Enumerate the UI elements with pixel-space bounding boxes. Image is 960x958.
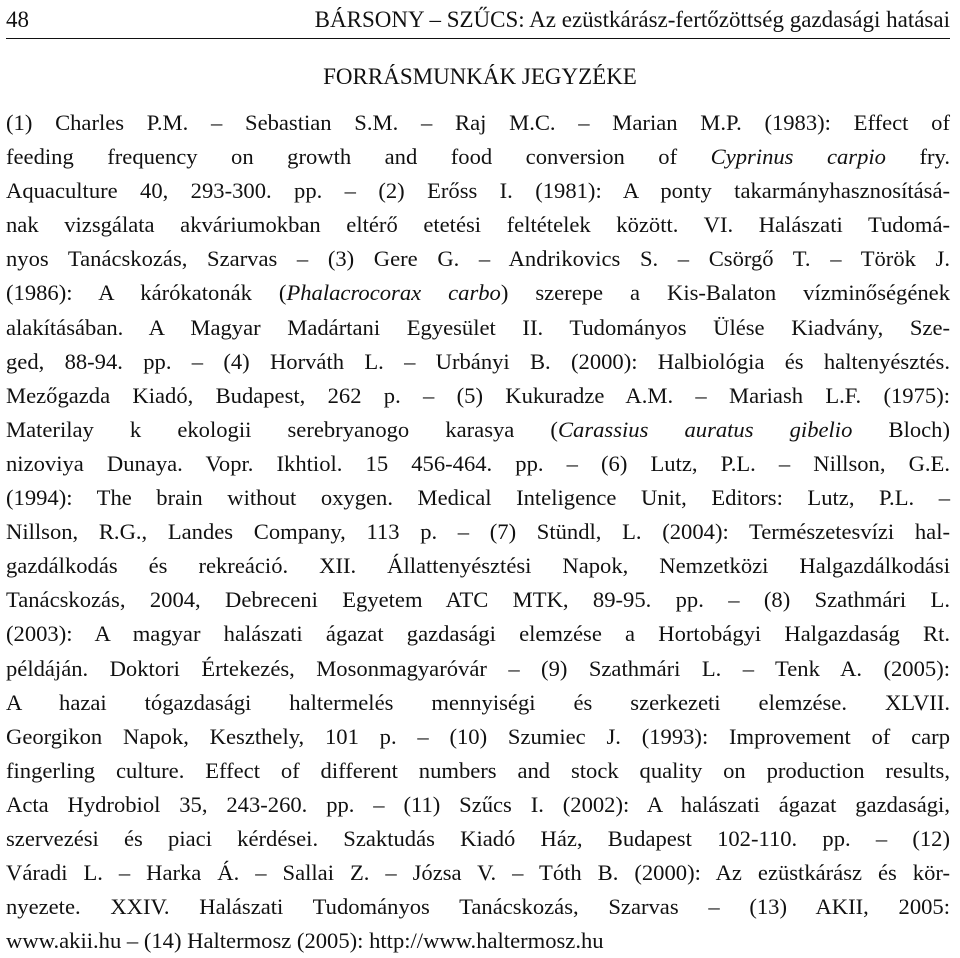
reference-line — [6, 583, 950, 617]
reference-text: fingerling culture. Effect of different numbers and stock quality on production results, — [6, 757, 950, 783]
reference-line — [6, 686, 950, 720]
reference-line — [6, 481, 950, 515]
reference-line — [6, 140, 950, 174]
reference-line — [6, 106, 950, 140]
reference-line — [6, 822, 950, 856]
reference-text: alakításában. A Magyar Madártani Egyesület II. Tudományos Ülése Kiadvány, Sze- — [6, 314, 950, 340]
reference-text: Georgikon Napok, Keszthely, 101 p. – (10) Szumiec J. (1993): Improvement of carp — [6, 723, 950, 749]
reference-text: (1) Charles P.M. – Sebastian S.M. – Raj M.C. – Marian M.P. (1983): Effect of — [6, 110, 950, 135]
reference-text: Váradi L. – Harka Á. – Sallai Z. – Józsa V. – Tóth B. (2000): Az ezüstkárász és kör- — [6, 860, 950, 886]
reference-line — [6, 856, 950, 890]
reference-text: nyos Tanácskozás, Szarvas – (3) Gere G. – Andrikovics S. – Csörgő T. – Török J. — [6, 246, 950, 272]
species-name: Cyprinus carpio — [710, 144, 886, 170]
reference-text: feeding frequency on growth and food conversion of — [6, 144, 711, 170]
reference-line — [6, 242, 950, 276]
reference-text: szervezési és piaci kérdései. Szaktudás Kiadó Ház, Budapest 102-110. pp. – (12) — [6, 825, 950, 851]
reference-text: nak vizsgálata akváriumokban eltérő etetési feltételek között. VI. Halászati Tudomá- — [6, 212, 950, 238]
reference-line — [6, 379, 950, 413]
reference-line — [6, 890, 950, 924]
reference-line — [6, 788, 950, 822]
page-header — [6, 4, 950, 39]
reference-text: (1994): The brain without oxygen. Medical Inteligence Unit, Editors: Lutz, P.L. – — [6, 485, 950, 511]
reference-text: Aquaculture 40, 293-300. pp. – (2) Erőss I. (1981): A ponty takarmányhasznosításá- — [6, 178, 950, 204]
reference-text: (1986): A kárókatonák ( — [6, 280, 287, 306]
reference-line — [6, 754, 950, 788]
species-name: Phalacrocorax carbo — [286, 280, 501, 306]
reference-text: Tanácskozás, 2004, Debreceni Egyetem ATC MTK, 89-95. pp. – (8) Szathmári L. — [6, 587, 950, 613]
reference-text: gazdálkodás és rekreáció. XII. Állattenyésztési Napok, Nemzetközi Halgazdálkodási — [6, 553, 950, 579]
reference-text: Bloch) — [852, 416, 950, 442]
reference-text: (2003): A magyar halászati ágazat gazdasági elemzése a Hortobágyi Halgazdaság Rt. — [6, 621, 950, 647]
reference-line — [6, 924, 950, 958]
reference-line — [6, 174, 950, 208]
reference-text: Mezőgazda Kiadó, Budapest, 262 p. – (5) Kukuradze A.M. – Mariash L.F. (1975): — [6, 382, 950, 408]
species-name: Carassius auratus gibelio — [557, 416, 853, 442]
reference-text: példáján. Doktori Értekezés, Mosonmagyaróvár – (9) Szathmári L. – Tenk A. (2005): — [6, 655, 950, 681]
reference-text: nyezete. XXIV. Halászati Tudományos Tanácskozás, Szarvas – (13) AKII, 2005: — [6, 894, 950, 920]
reference-text: www.akii.hu – (14) Haltermosz (2005): http://www.haltermosz.hu — [6, 928, 604, 954]
reference-line — [6, 515, 950, 549]
reference-line — [6, 413, 950, 447]
reference-text: ged, 88-94. pp. – (4) Horváth L. – Urbányi B. (2000): Halbiológia és haltenyésztés. — [6, 348, 950, 374]
reference-line — [6, 652, 950, 686]
page-number: 48 — [6, 7, 29, 32]
running-title: BÁRSONY – SZŰCS: Az ezüstkárász-fertőzöttség gazdasági hatásai — [314, 7, 950, 32]
reference-line — [6, 311, 950, 345]
reference-line — [6, 720, 950, 754]
reference-text: Nillson, R.G., Landes Company, 113 p. – (7) Stündl, L. (2004): Természetesvízi hal- — [6, 519, 950, 545]
reference-line — [6, 549, 950, 583]
reference-line — [6, 276, 950, 310]
reference-text: Materilay k ekologii serebryanogo karasya ( — [6, 416, 558, 442]
reference-line — [6, 208, 950, 242]
reference-text: fry. — [885, 144, 950, 170]
reference-list — [6, 106, 950, 958]
reference-line — [6, 447, 950, 481]
reference-text: ) szerepe a Kis-Balaton vízminőségének — [500, 280, 950, 306]
reference-line — [6, 617, 950, 651]
reference-line — [6, 345, 950, 379]
reference-text: nizoviya Dunaya. Vopr. Ikhtiol. 15 456-464. pp. – (6) Lutz, P.L. – Nillson, G.E. — [6, 450, 950, 476]
section-heading: FORRÁSMUNKÁK JEGYZÉKE — [323, 64, 637, 89]
reference-text: Acta Hydrobiol 35, 243-260. pp. – (11) Szűcs I. (2002): A halászati ágazat gazdasági, — [6, 791, 950, 817]
reference-text: A hazai tógazdasági haltermelés mennyiségi és szerkezeti elemzése. XLVII. — [6, 689, 950, 715]
